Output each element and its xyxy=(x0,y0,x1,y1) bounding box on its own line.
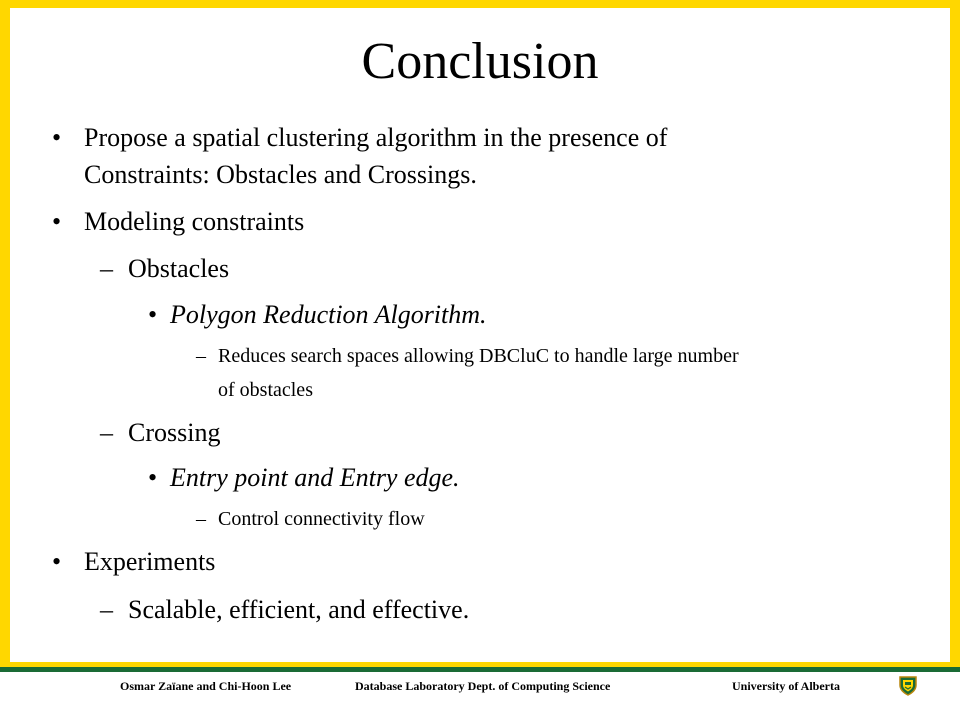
bullet-text: Modeling constraints xyxy=(84,207,305,236)
footer-university: University of Alberta xyxy=(732,679,840,693)
detail-text: Control connectivity flow xyxy=(218,508,425,530)
detail-text: Reduces search spaces allowing DBCluC to handle large number xyxy=(218,345,739,367)
detail-control xyxy=(196,507,425,531)
bullet-marker: • xyxy=(148,463,158,492)
sub-bullet-text: Scalable, efficient, and effective. xyxy=(128,595,470,624)
sub-bullet-obstacles xyxy=(100,253,230,284)
sub-sub-bullet-entry xyxy=(148,462,460,493)
footer xyxy=(0,672,960,702)
detail-reduces xyxy=(196,344,739,368)
dash-marker: – xyxy=(196,345,206,367)
sub-bullet-crossing xyxy=(100,417,221,448)
frame-top xyxy=(0,0,960,8)
bullet-text: Experiments xyxy=(84,547,216,576)
bullet-1-continuation: Constraints: Obstacles and Crossings. xyxy=(84,160,477,189)
bullet-marker: • xyxy=(52,123,62,152)
dash-marker: – xyxy=(100,418,113,447)
sub-bullet-text: Obstacles xyxy=(128,254,230,283)
footer-lab: Database Laboratory Dept. of Computing Science xyxy=(355,679,611,693)
bullet-marker: • xyxy=(52,207,62,236)
detail-reduces-continuation: of obstacles xyxy=(218,379,313,401)
bullet-marker: • xyxy=(148,300,158,329)
sub-bullet-text: Crossing xyxy=(128,418,221,447)
footer-authors: Osmar Zaïane and Chi-Hoon Lee xyxy=(120,679,292,693)
frame-left xyxy=(0,0,10,662)
footer-strip xyxy=(0,662,960,667)
slide-title: Conclusion xyxy=(361,33,599,90)
sub-sub-bullet-text: Entry point and Entry edge. xyxy=(170,463,460,492)
university-crest-icon xyxy=(897,674,919,696)
sub-sub-bullet-text: Polygon Reduction Algorithm. xyxy=(170,300,487,329)
sub-sub-bullet-polygon xyxy=(148,299,487,330)
dash-marker: – xyxy=(100,254,113,283)
dash-marker: – xyxy=(196,508,206,530)
bullet-text: Propose a spatial clustering algorithm in the presence of xyxy=(84,123,668,152)
dash-marker: – xyxy=(100,595,113,624)
bullet-marker: • xyxy=(52,547,62,576)
sub-bullet-scalable xyxy=(100,594,470,625)
frame-right xyxy=(950,0,960,662)
